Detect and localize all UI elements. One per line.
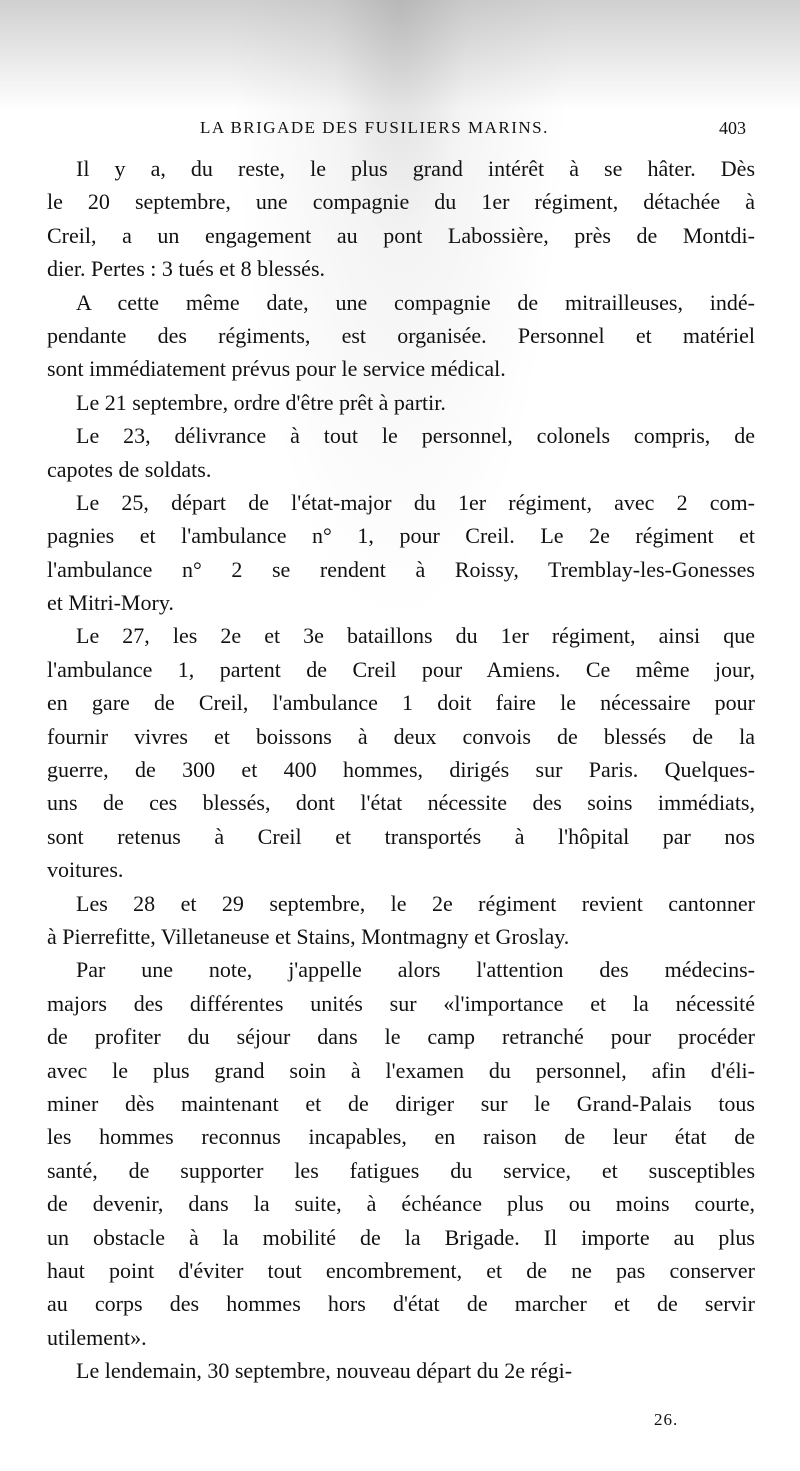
text-line: miner dès maintenant et de diriger sur le Grand-Palais tous: [47, 1090, 755, 1116]
text-line: uns de ces blessés, dont l'état nécessite des soins immédiats,: [47, 790, 755, 816]
text-line: Le 27, les 2e et 3e bataillons du 1er régiment, ainsi que: [76, 623, 755, 649]
text-line: un obstacle à la mobilité de la Brigade. Il importe au plus: [47, 1224, 755, 1250]
text-line: Le 23, délivrance à tout le personnel, colonels compris, de: [76, 423, 755, 449]
text-line: fournir vivres et boissons à deux convois de blessés de la: [47, 723, 755, 749]
text-line: voitures.: [47, 857, 124, 883]
text-line: A cette même date, une compagnie de mitrailleuses, indé-: [76, 289, 755, 315]
text-line: les hommes reconnus incapables, en raison de leur état de: [47, 1124, 755, 1150]
text-line: Le 25, départ de l'état-major du 1er régiment, avec 2 com-: [76, 489, 755, 515]
text-line: avec le plus grand soin à l'examen du personnel, afin d'éli-: [47, 1057, 755, 1083]
running-head: LA BRIGADE DES FUSILIERS MARINS.: [200, 118, 549, 137]
text-line: en gare de Creil, l'ambulance 1 doit faire le nécessaire pour: [47, 690, 755, 716]
text-line: Les 28 et 29 septembre, le 2e régiment revient cantonner: [76, 890, 755, 916]
text-line: et Mitri-Mory.: [47, 590, 174, 616]
signature-mark: 26.: [654, 1410, 679, 1429]
text-line: sont immédiatement prévus pour le service médical.: [47, 356, 506, 382]
text-line: Le lendemain, 30 septembre, nouveau départ du 2e régi-: [76, 1358, 573, 1384]
page-top-shadow: [0, 0, 800, 110]
text-line: de devenir, dans la suite, à échéance plus ou moins courte,: [47, 1191, 755, 1217]
text-line: utilement».: [47, 1324, 147, 1350]
text-line: majors des différentes unités sur «l'importance et la nécessité: [47, 990, 755, 1016]
page-header: [200, 118, 746, 142]
text-line: santé, de supporter les fatigues du service, et susceptibles: [47, 1157, 755, 1183]
text-line: sont retenus à Creil et transportés à l'hôpital par nos: [47, 823, 755, 849]
text-line: guerre, de 300 et 400 hommes, dirigés sur Paris. Quelques-: [47, 757, 755, 783]
text-line: dier. Pertes : 3 tués et 8 blessés.: [47, 256, 326, 282]
body-text: [47, 152, 755, 1387]
text-line: pendante des régiments, est organisée. Personnel et matériel: [47, 322, 755, 348]
page-number: 403: [719, 118, 746, 138]
text-line: l'ambulance n° 2 se rendent à Roissy, Tremblay-les-Gonesses: [47, 556, 755, 582]
text-line: Creil, a un engagement au pont Labossière, près de Montdi-: [47, 222, 755, 248]
text-line: Il y a, du reste, le plus grand intérêt à se hâter. Dès: [76, 156, 755, 181]
text-line: Le 21 septembre, ordre d'être prêt à partir.: [76, 389, 446, 415]
text-line: capotes de soldats.: [47, 456, 212, 482]
text-line: pagnies et l'ambulance n° 1, pour Creil. Le 2e régiment et: [47, 523, 755, 549]
text-line: haut point d'éviter tout encombrement, et de ne pas conserver: [47, 1257, 755, 1283]
text-line: le 20 septembre, une compagnie du 1er régiment, détachée à: [47, 189, 755, 215]
text-line: au corps des hommes hors d'état de marcher et de servir: [47, 1291, 755, 1317]
text-line: Par une note, j'appelle alors l'attention des médecins-: [76, 957, 755, 983]
text-line: à Pierrefitte, Villetaneuse et Stains, Montmagny et Groslay.: [47, 923, 570, 949]
text-line: de profiter du séjour dans le camp retranché pour procéder: [47, 1024, 755, 1050]
text-line: l'ambulance 1, partent de Creil pour Amiens. Ce même jour,: [47, 656, 755, 682]
